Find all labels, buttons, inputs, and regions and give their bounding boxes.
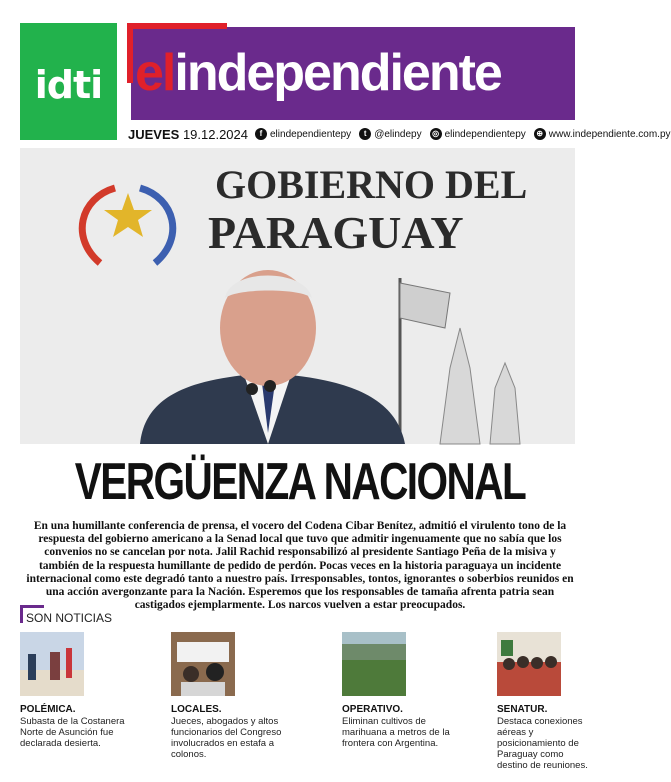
- brand-logo[interactable]: [20, 23, 117, 140]
- instagram-icon: ◎: [430, 128, 442, 140]
- news-thumbnail[interactable]: [20, 632, 84, 696]
- news-summary: Eliminan cultivos de marihuana a metros de la frontera con Argentina.: [342, 716, 450, 749]
- backdrop-line-2: PARAGUAY: [208, 207, 464, 258]
- news-item-polemica[interactable]: [20, 632, 140, 749]
- twitter-icon: t: [359, 128, 371, 140]
- social-twitter[interactable]: t @elindepy: [359, 128, 421, 140]
- date-value: 19.12.2024: [182, 127, 249, 142]
- hero-illustration: [20, 148, 575, 444]
- news-summary: Subasta de la Costanera Norte de Asunción fue declarada desierta.: [20, 716, 125, 749]
- date-day: JUEVES: [128, 127, 180, 142]
- news-summary: Destaca conexiones aéreas y posicionamiento de Paraguay como destino de reuniones.: [497, 716, 588, 771]
- news-thumbnail[interactable]: [497, 632, 561, 696]
- news-item-senatur[interactable]: [497, 632, 589, 771]
- news-headline: SENATUR.: [497, 704, 548, 715]
- masthead: [127, 23, 575, 120]
- social-facebook[interactable]: f elindependientepy: [255, 128, 351, 140]
- globe-icon: ⊕: [534, 128, 546, 140]
- newspaper-title[interactable]: [135, 33, 501, 113]
- social-links: [255, 128, 671, 140]
- lead-paragraph: En una humillante conferencia de prensa, el vocero del Codena Cibar Benítez, admitió el virulento tono de la respuesta del gobierno americano a la Senad local que tuvo que admitir ingenuamente que no sabía que los convenios no se cancelan por nota. Jalil Rachid responsabilizó al presidente Santiago Peña de la misiva y también de la respuesta humillante de pedido de perdón. Pocas veces en la historia paraguaya un incidente internacional como este degradó tanto a nuestro país. Irresponsables, tontos, ignorantes o soberbios reunidos en una acción avergonzante para la Nación. Esperemos que los responsables de tamaña afrenta patria sean castigados ejemplarmente. Los narcos vuelven a estar preocupados.: [26, 520, 574, 612]
- hero-photo: [20, 148, 575, 444]
- news-item-locales[interactable]: [171, 632, 291, 760]
- news-thumbnail[interactable]: [171, 632, 235, 696]
- social-instagram[interactable]: ◎ elindependientepy: [430, 128, 526, 140]
- news-thumbnail[interactable]: [342, 632, 406, 696]
- news-summary: Jueces, abogados y altos funcionarios del Congreso involucrados en estafa a colonos.: [171, 716, 282, 760]
- news-headline: LOCALES.: [171, 704, 222, 715]
- news-headline: OPERATIVO.: [342, 704, 403, 715]
- brand-logo-text: idti: [34, 63, 103, 107]
- title-prefix: el: [135, 44, 175, 102]
- title-main: independiente: [174, 44, 501, 102]
- news-headline: POLÉMICA.: [20, 704, 76, 715]
- dateline: [128, 127, 248, 142]
- section-label: SON NOTICIAS: [26, 611, 113, 625]
- main-headline: VERGÜENZA NACIONAL: [74, 453, 526, 511]
- facebook-icon: f: [255, 128, 267, 140]
- backdrop-line-1: GOBIERNO DEL: [215, 162, 528, 207]
- news-item-operativo[interactable]: [342, 632, 462, 749]
- social-website[interactable]: ⊕ www.independiente.com.py: [534, 128, 671, 140]
